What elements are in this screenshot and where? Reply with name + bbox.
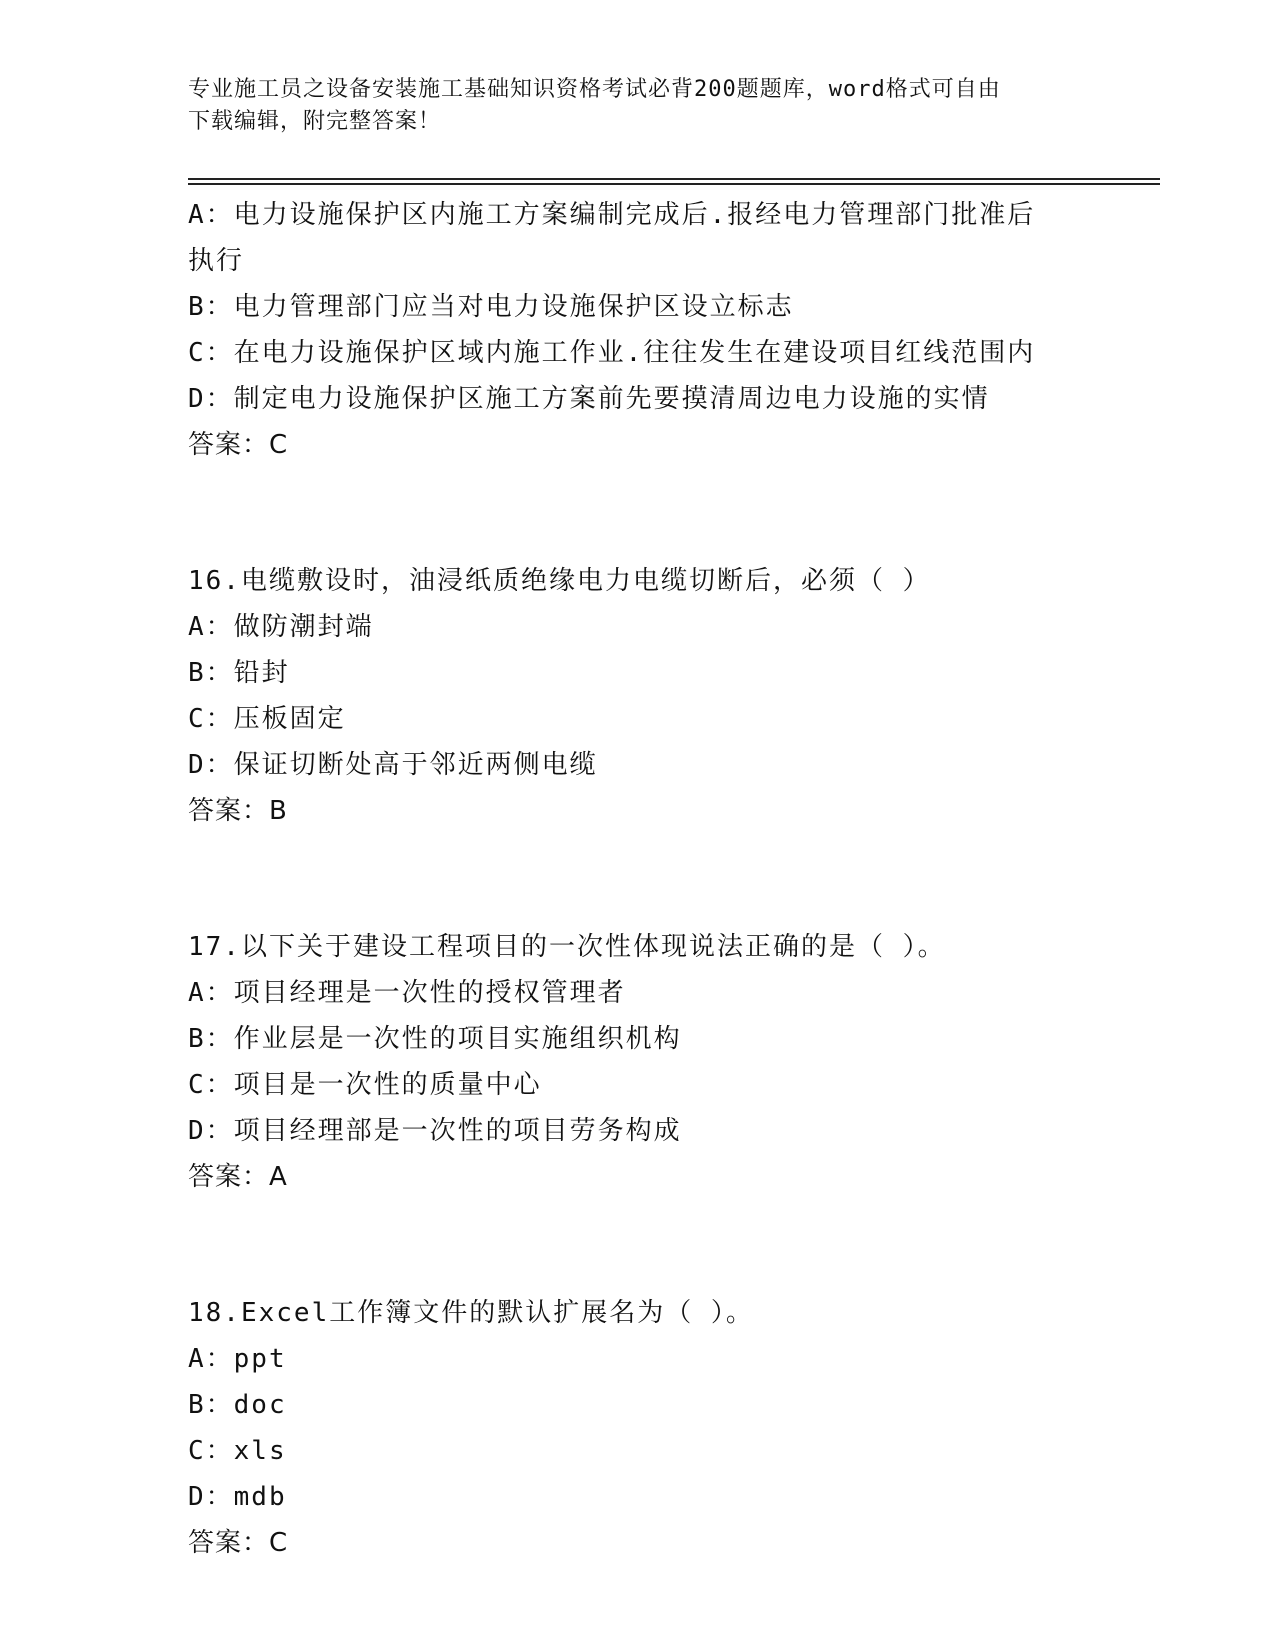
question-block-17 bbox=[188, 924, 1088, 1200]
option-b: B：作业层是一次性的项目实施组织机构 bbox=[188, 1024, 682, 1054]
header-line-2: 下载编辑，附完整答案！ bbox=[188, 109, 442, 134]
option-b: B：铅封 bbox=[188, 658, 290, 688]
spacer bbox=[188, 468, 1088, 558]
spacer bbox=[188, 834, 1088, 924]
header-divider-bottom bbox=[188, 183, 1160, 185]
answer-label: 答案：C bbox=[188, 1528, 289, 1558]
spacer bbox=[188, 1200, 1088, 1290]
question-list bbox=[188, 192, 1088, 1566]
option-d: D：mdb bbox=[188, 1482, 287, 1512]
option-c: C：在电力设施保护区域内施工作业.往往发生在建设项目红线范围内 bbox=[188, 338, 1036, 368]
question-block-18 bbox=[188, 1290, 1088, 1566]
option-d: D：制定电力设施保护区施工方案前先要摸清周边电力设施的实情 bbox=[188, 384, 990, 414]
question-text: 18.Excel工作簿文件的默认扩展名为（ ）。 bbox=[188, 1298, 754, 1328]
option-b: B：电力管理部门应当对电力设施保护区设立标志 bbox=[188, 292, 794, 322]
option-a-continued: 执行 bbox=[188, 246, 245, 276]
option-d: D：保证切断处高于邻近两侧电缆 bbox=[188, 750, 598, 780]
answer-label: 答案：C bbox=[188, 430, 289, 460]
option-c: C：项目是一次性的质量中心 bbox=[188, 1070, 542, 1100]
header-divider-top bbox=[188, 178, 1160, 180]
option-a: A：项目经理是一次性的授权管理者 bbox=[188, 978, 626, 1008]
option-d: D：项目经理部是一次性的项目劳务构成 bbox=[188, 1116, 682, 1146]
question-text: 17.以下关于建设工程项目的一次性体现说法正确的是（ ）。 bbox=[188, 932, 946, 962]
question-block-16 bbox=[188, 558, 1088, 834]
question-text: 16.电缆敷设时，油浸纸质绝缘电力电缆切断后，必须（ ） bbox=[188, 566, 931, 596]
answer-label: 答案：B bbox=[188, 796, 288, 826]
option-c: C：xls bbox=[188, 1436, 287, 1466]
option-a: A：电力设施保护区内施工方案编制完成后.报经电力管理部门批准后 bbox=[188, 200, 1036, 230]
question-block-15 bbox=[188, 192, 1088, 468]
option-c: C：压板固定 bbox=[188, 704, 346, 734]
option-a: A：ppt bbox=[188, 1344, 287, 1374]
option-b: B：doc bbox=[188, 1390, 287, 1420]
answer-label: 答案：A bbox=[188, 1162, 288, 1192]
option-a: A：做防潮封端 bbox=[188, 612, 374, 642]
header-line-1: 专业施工员之设备安装施工基础知识资格考试必背200题题库，word格式可自由 bbox=[188, 77, 1001, 102]
document-header bbox=[188, 74, 1068, 138]
